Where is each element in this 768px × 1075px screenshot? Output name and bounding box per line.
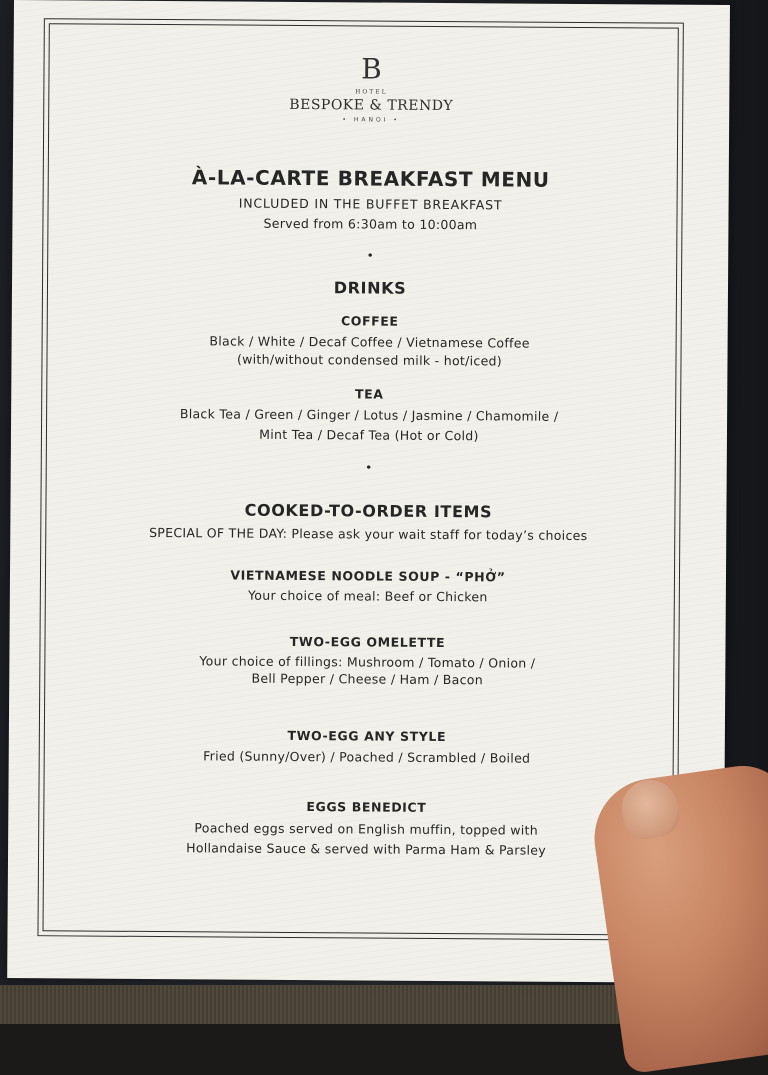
section-divider-dot: • bbox=[366, 248, 374, 263]
coffee-options-note: (with/without condensed milk - hot/iced) bbox=[236, 351, 503, 369]
tea-options: Black Tea / Green / Ginger / Lotus / Jasmine / Chamomile / bbox=[179, 406, 559, 424]
hotel-city: • HANOI • bbox=[342, 116, 400, 124]
coffee-heading: COFFEE bbox=[340, 313, 399, 329]
pho-description: Your choice of meal: Beef or Chicken bbox=[247, 587, 488, 605]
section-divider-dot: • bbox=[365, 460, 373, 475]
pho-heading: VIETNAMESE NOODLE SOUP - “PHỞ” bbox=[230, 567, 506, 585]
anystyle-heading: TWO-EGG ANY STYLE bbox=[287, 727, 447, 745]
special-of-day: SPECIAL OF THE DAY: Please ask your wait staff for today’s choices bbox=[149, 524, 588, 544]
omelette-fillings: Your choice of fillings: Mushroom / Tomato / Onion / bbox=[199, 653, 536, 671]
benedict-description-cont: Hollandaise Sauce & served with Parma Ham & Parsley bbox=[186, 840, 547, 858]
cooked-heading: COOKED-TO-ORDER ITEMS bbox=[244, 500, 493, 522]
benedict-description: Poached eggs served on English muffin, topped with bbox=[194, 820, 539, 838]
served-hours: Served from 6:30am to 10:00am bbox=[263, 215, 478, 233]
hotel-logo-small-text: HOTEL bbox=[355, 88, 388, 96]
benedict-heading: EGGS BENEDICT bbox=[306, 799, 427, 815]
hotel-logo-letter: B bbox=[361, 52, 382, 86]
drinks-heading: DRINKS bbox=[333, 278, 407, 298]
coffee-options: Black / White / Decaf Coffee / Vietnamese Coffee bbox=[209, 333, 530, 351]
menu-subtitle: INCLUDED IN THE BUFFET BREAKFAST bbox=[238, 195, 503, 213]
omelette-fillings-cont: Bell Pepper / Cheese / Ham / Bacon bbox=[251, 670, 484, 688]
hotel-name: BESPOKE & TRENDY bbox=[289, 96, 454, 115]
tea-options-cont: Mint Tea / Decaf Tea (Hot or Cold) bbox=[259, 426, 479, 444]
anystyle-options: Fried (Sunny/Over) / Poached / Scrambled / Boiled bbox=[203, 748, 531, 766]
menu-title: À-LA-CARTE BREAKFAST MENU bbox=[191, 165, 550, 192]
tea-heading: TEA bbox=[354, 386, 384, 402]
omelette-heading: TWO-EGG OMELETTE bbox=[289, 633, 446, 651]
